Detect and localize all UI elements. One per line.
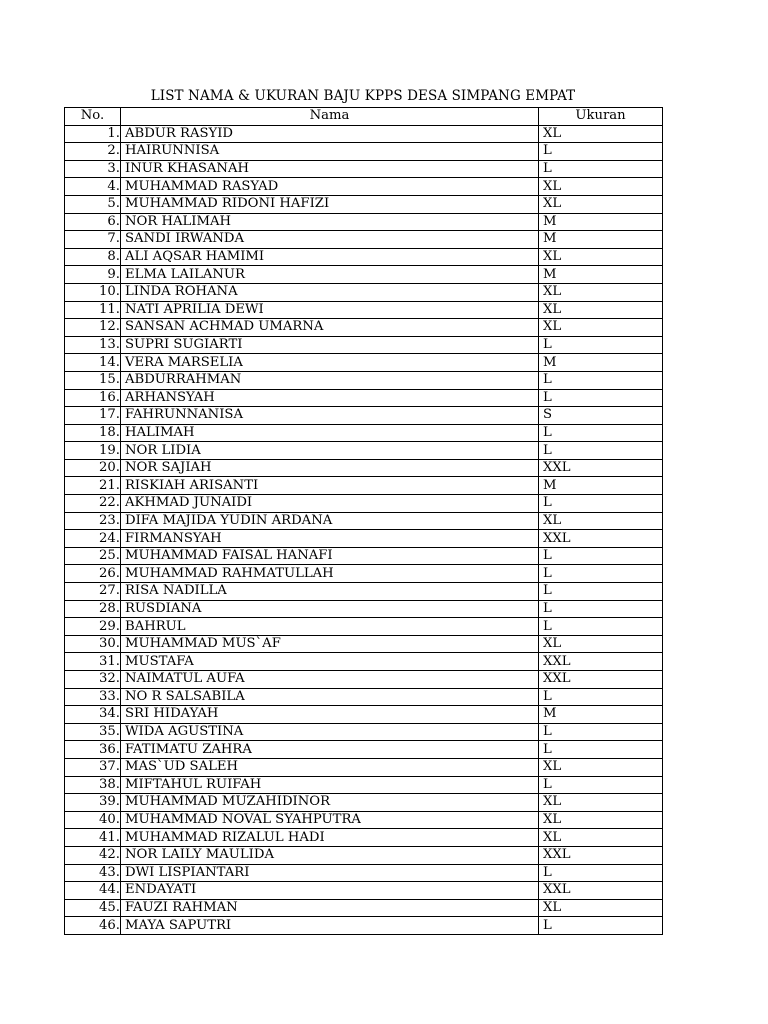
table-row xyxy=(65,301,663,319)
table-row xyxy=(65,706,663,724)
row-name: NOR HALIMAH xyxy=(121,213,539,231)
row-number: 3. xyxy=(65,160,121,178)
row-size: L xyxy=(539,723,663,741)
table-row xyxy=(65,195,663,213)
row-size: L xyxy=(539,495,663,513)
row-name: MUHAMMAD RIDONI HAFIZI xyxy=(121,195,539,213)
row-name: WIDA AGUSTINA xyxy=(121,723,539,741)
row-size: XL xyxy=(539,512,663,530)
table-row xyxy=(65,160,663,178)
table-row xyxy=(65,565,663,583)
table-row xyxy=(65,424,663,442)
row-name: MAYA SAPUTRI xyxy=(121,917,539,935)
row-name: RISA NADILLA xyxy=(121,583,539,601)
table-row xyxy=(65,653,663,671)
table-row xyxy=(65,846,663,864)
row-number: 18. xyxy=(65,424,121,442)
table-row xyxy=(65,600,663,618)
row-number: 28. xyxy=(65,600,121,618)
row-name: MUHAMMAD FAISAL HANAFI xyxy=(121,547,539,565)
row-number: 32. xyxy=(65,671,121,689)
row-size: XL xyxy=(539,758,663,776)
table-row xyxy=(65,811,663,829)
row-size: L xyxy=(539,160,663,178)
row-name: RUSDIANA xyxy=(121,600,539,618)
table-row xyxy=(65,671,663,689)
row-size: M xyxy=(539,231,663,249)
row-size: XL xyxy=(539,248,663,266)
row-number: 10. xyxy=(65,283,121,301)
row-size: L xyxy=(539,741,663,759)
row-size: XXL xyxy=(539,671,663,689)
row-number: 42. xyxy=(65,846,121,864)
table-row xyxy=(65,389,663,407)
row-size: XL xyxy=(539,283,663,301)
row-size: XXL xyxy=(539,459,663,477)
row-number: 17. xyxy=(65,407,121,425)
table-row xyxy=(65,459,663,477)
row-size: XXL xyxy=(539,653,663,671)
row-number: 38. xyxy=(65,776,121,794)
table-row xyxy=(65,371,663,389)
table-row xyxy=(65,829,663,847)
row-name: MUHAMMAD NOVAL SYAHPUTRA xyxy=(121,811,539,829)
row-number: 9. xyxy=(65,266,121,284)
row-number: 40. xyxy=(65,811,121,829)
row-size: XXL xyxy=(539,882,663,900)
row-number: 26. xyxy=(65,565,121,583)
row-name: FIRMANSYAH xyxy=(121,530,539,548)
row-name: NOR LIDIA xyxy=(121,442,539,460)
table-row xyxy=(65,688,663,706)
row-number: 45. xyxy=(65,899,121,917)
table-row xyxy=(65,917,663,935)
row-number: 34. xyxy=(65,706,121,724)
row-size: XL xyxy=(539,301,663,319)
row-size: S xyxy=(539,407,663,425)
row-number: 12. xyxy=(65,319,121,337)
row-name: RISKIAH ARISANTI xyxy=(121,477,539,495)
row-number: 46. xyxy=(65,917,121,935)
row-number: 11. xyxy=(65,301,121,319)
table-body xyxy=(65,125,663,934)
table-row xyxy=(65,512,663,530)
row-size: XL xyxy=(539,794,663,812)
row-name: MIFTAHUL RUIFAH xyxy=(121,776,539,794)
row-name: MUHAMMAD MUS`AF xyxy=(121,635,539,653)
table-row xyxy=(65,283,663,301)
table-header-row xyxy=(65,108,663,126)
table-row xyxy=(65,266,663,284)
row-number: 14. xyxy=(65,354,121,372)
row-size: L xyxy=(539,917,663,935)
row-number: 19. xyxy=(65,442,121,460)
row-name: ELMA LAILANUR xyxy=(121,266,539,284)
row-size: M xyxy=(539,266,663,284)
table-row xyxy=(65,618,663,636)
row-size: L xyxy=(539,688,663,706)
row-size: XL xyxy=(539,635,663,653)
row-size: L xyxy=(539,143,663,161)
document-title: LIST NAMA & UKURAN BAJU KPPS DESA SIMPANG EMPAT xyxy=(150,88,576,104)
row-name: ABDURRAHMAN xyxy=(121,371,539,389)
row-size: L xyxy=(539,600,663,618)
row-number: 33. xyxy=(65,688,121,706)
row-size: L xyxy=(539,389,663,407)
table-row xyxy=(65,547,663,565)
row-number: 30. xyxy=(65,635,121,653)
row-size: XXL xyxy=(539,530,663,548)
row-number: 31. xyxy=(65,653,121,671)
row-name: NAIMATUL AUFA xyxy=(121,671,539,689)
row-name: INUR KHASANAH xyxy=(121,160,539,178)
row-name: FAUZI RAHMAN xyxy=(121,899,539,917)
row-size: L xyxy=(539,618,663,636)
table-row xyxy=(65,354,663,372)
row-name: NOR SAJIAH xyxy=(121,459,539,477)
row-name: BAHRUL xyxy=(121,618,539,636)
table-row xyxy=(65,882,663,900)
row-number: 23. xyxy=(65,512,121,530)
row-size: XL xyxy=(539,178,663,196)
row-number: 29. xyxy=(65,618,121,636)
row-size: L xyxy=(539,776,663,794)
table-row xyxy=(65,495,663,513)
row-name: MUHAMMAD MUZAHIDINOR xyxy=(121,794,539,812)
row-size: M xyxy=(539,477,663,495)
row-name: FAHRUNNANISA xyxy=(121,407,539,425)
row-size: XL xyxy=(539,125,663,143)
row-number: 27. xyxy=(65,583,121,601)
table-row xyxy=(65,125,663,143)
row-size: XL xyxy=(539,829,663,847)
row-name: MUHAMMAD RAHMATULLAH xyxy=(121,565,539,583)
row-number: 20. xyxy=(65,459,121,477)
row-name: SUPRI SUGIARTI xyxy=(121,336,539,354)
row-size: XL xyxy=(539,195,663,213)
row-size: L xyxy=(539,547,663,565)
row-size: L xyxy=(539,424,663,442)
row-name: FATIMATU ZAHRA xyxy=(121,741,539,759)
row-name: NO R SALSABILA xyxy=(121,688,539,706)
row-number: 21. xyxy=(65,477,121,495)
table-row xyxy=(65,407,663,425)
row-size: L xyxy=(539,565,663,583)
table-row xyxy=(65,530,663,548)
row-name: DWI LISPIANTARI xyxy=(121,864,539,882)
row-name: DIFA MAJIDA YUDIN ARDANA xyxy=(121,512,539,530)
row-size: XL xyxy=(539,811,663,829)
row-size: L xyxy=(539,371,663,389)
table-row xyxy=(65,143,663,161)
row-name: ARHANSYAH xyxy=(121,389,539,407)
row-size: XL xyxy=(539,899,663,917)
table-row xyxy=(65,231,663,249)
table-row xyxy=(65,319,663,337)
row-number: 25. xyxy=(65,547,121,565)
table-row xyxy=(65,477,663,495)
row-name: MAS`UD SALEH xyxy=(121,758,539,776)
row-size: XXL xyxy=(539,846,663,864)
table-row xyxy=(65,336,663,354)
table-row xyxy=(65,442,663,460)
row-size: M xyxy=(539,354,663,372)
table-row xyxy=(65,583,663,601)
table-row xyxy=(65,723,663,741)
row-number: 22. xyxy=(65,495,121,513)
size-list-table xyxy=(64,107,663,935)
row-name: MUHAMMAD RASYAD xyxy=(121,178,539,196)
row-number: 43. xyxy=(65,864,121,882)
row-number: 2. xyxy=(65,143,121,161)
header-name: Nama xyxy=(121,108,539,126)
row-name: NOR LAILY MAULIDA xyxy=(121,846,539,864)
row-number: 1. xyxy=(65,125,121,143)
row-name: NATI APRILIA DEWI xyxy=(121,301,539,319)
row-number: 41. xyxy=(65,829,121,847)
row-name: HALIMAH xyxy=(121,424,539,442)
row-name: ALI AQSAR HAMIMI xyxy=(121,248,539,266)
row-size: M xyxy=(539,706,663,724)
row-number: 5. xyxy=(65,195,121,213)
row-size: L xyxy=(539,864,663,882)
table-row xyxy=(65,741,663,759)
row-name: AKHMAD JUNAIDI xyxy=(121,495,539,513)
header-size: Ukuran xyxy=(539,108,663,126)
table-row xyxy=(65,178,663,196)
row-name: SANSAN ACHMAD UMARNA xyxy=(121,319,539,337)
table-row xyxy=(65,758,663,776)
row-number: 24. xyxy=(65,530,121,548)
row-number: 13. xyxy=(65,336,121,354)
row-name: LINDA ROHANA xyxy=(121,283,539,301)
row-name: MUHAMMAD RIZALUL HADI xyxy=(121,829,539,847)
row-size: XL xyxy=(539,319,663,337)
row-size: L xyxy=(539,442,663,460)
row-number: 39. xyxy=(65,794,121,812)
table-row xyxy=(65,248,663,266)
row-number: 7. xyxy=(65,231,121,249)
table-row xyxy=(65,776,663,794)
row-size: L xyxy=(539,336,663,354)
row-size: L xyxy=(539,583,663,601)
table-row xyxy=(65,794,663,812)
table-row xyxy=(65,899,663,917)
row-number: 16. xyxy=(65,389,121,407)
row-number: 35. xyxy=(65,723,121,741)
table-row xyxy=(65,635,663,653)
table-row xyxy=(65,213,663,231)
table-row xyxy=(65,864,663,882)
row-number: 37. xyxy=(65,758,121,776)
row-name: ABDUR RASYID xyxy=(121,125,539,143)
row-name: ENDAYATI xyxy=(121,882,539,900)
row-name: MUSTAFA xyxy=(121,653,539,671)
row-number: 4. xyxy=(65,178,121,196)
row-name: HAIRUNNISA xyxy=(121,143,539,161)
row-number: 6. xyxy=(65,213,121,231)
row-number: 36. xyxy=(65,741,121,759)
header-no: No. xyxy=(65,108,121,126)
row-number: 15. xyxy=(65,371,121,389)
row-name: VERA MARSELIA xyxy=(121,354,539,372)
row-number: 8. xyxy=(65,248,121,266)
row-number: 44. xyxy=(65,882,121,900)
row-name: SANDI IRWANDA xyxy=(121,231,539,249)
row-name: SRI HIDAYAH xyxy=(121,706,539,724)
row-size: M xyxy=(539,213,663,231)
